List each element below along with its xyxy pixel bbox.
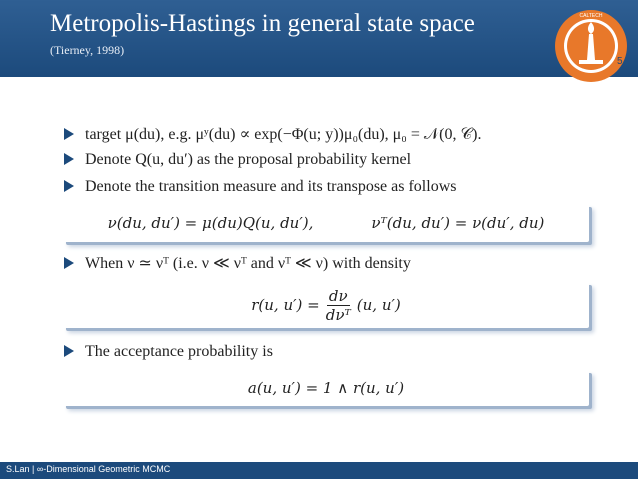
slide-title: Metropolis-Hastings in general state space (50, 10, 475, 37)
bullet-text: When ν ≃ νᵀ (i.e. ν ≪ νᵀ and νᵀ ≪ ν) with density (85, 255, 411, 272)
footer-text: S.Lan | ∞-Dimensional Geometric MCMC (6, 464, 171, 474)
fraction-numerator: dν (328, 286, 348, 305)
equation-nu: ν(du, du′) = μ(du)Q(u, du′), (107, 214, 314, 232)
equation-nu-transpose: νᵀ(du, du′) = ν(du′, du) (371, 214, 545, 232)
equation-box-transition (63, 204, 589, 242)
bullet-triangle-icon (64, 180, 74, 192)
bullet-triangle-icon (64, 128, 74, 140)
equation-box-density (63, 282, 589, 328)
bullet-proposal-kernel (64, 151, 411, 169)
bullet-text: target μ(du), e.g. μʸ(du) ∝ exp(−Φ(u; y))μ₀(du), μ₀ = 𝒩(0, 𝒞). (85, 126, 482, 143)
bullet-triangle-icon (64, 153, 74, 165)
bullet-text: Denote the transition measure and its transpose as follows (85, 178, 457, 195)
slide-subtitle: (Tierney, 1998) (50, 43, 125, 57)
slide-header (0, 0, 638, 95)
bullet-triangle-icon (64, 345, 74, 357)
page-number: 5 (617, 56, 623, 67)
bullet-target (64, 124, 482, 144)
bullet-transition-measure (64, 178, 456, 196)
radon-nikodym-fraction (324, 287, 353, 324)
fraction-denominator: dνᵀ (325, 305, 351, 324)
bullet-triangle-icon (64, 257, 74, 269)
equation-acceptance: a(u, u′) = 1 ∧ r(u, u′) (247, 379, 405, 397)
bullet-text: Denote Q(u, du′) as the proposal probability kernel (85, 151, 412, 168)
bullet-density (64, 253, 411, 273)
bullet-acceptance (64, 343, 273, 361)
equation-r-lhs: r(u, u′) = (251, 296, 320, 314)
svg-text:CALTECH: CALTECH (579, 13, 603, 19)
equation-r-rhs: (u, u′) (356, 296, 401, 314)
bullet-text: The acceptance probability is (85, 343, 273, 360)
caltech-seal-logo (553, 8, 629, 84)
equation-box-acceptance (63, 370, 589, 406)
slide-footer (0, 462, 638, 479)
